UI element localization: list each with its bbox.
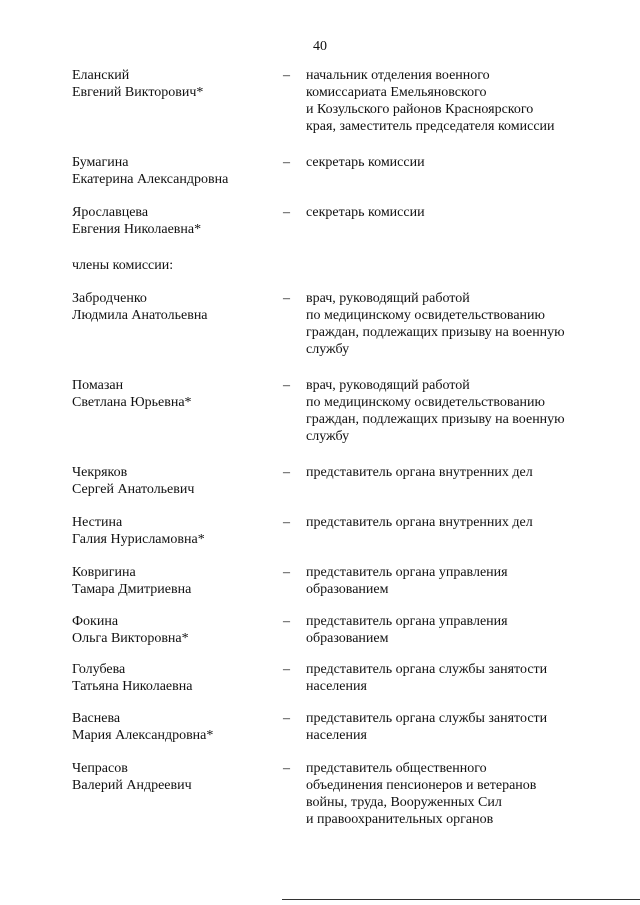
- person-name: [72, 760, 272, 794]
- role-line: врач, руководящий работой: [306, 291, 470, 306]
- person-role: [306, 67, 606, 135]
- role-line: представитель органа управления: [306, 565, 508, 580]
- person-role: [306, 154, 606, 171]
- person-name: [72, 661, 272, 695]
- surname: Васнева: [72, 711, 121, 726]
- surname: Ковригина: [72, 565, 136, 580]
- dash-separator: –: [283, 68, 290, 83]
- role-line: службу: [306, 429, 350, 444]
- surname: Чекряков: [72, 465, 128, 480]
- person-name: [72, 377, 272, 411]
- person-name: [72, 564, 272, 598]
- dash-separator: –: [283, 614, 290, 629]
- role-line: представитель органа внутренних дел: [306, 515, 533, 530]
- dash-separator: –: [283, 565, 290, 580]
- surname: Чепрасов: [72, 761, 128, 776]
- surname: Еланский: [72, 68, 130, 83]
- role-line: представитель органа службы занятости: [306, 711, 548, 726]
- role-line: образованием: [306, 631, 389, 646]
- person-name: [72, 290, 272, 324]
- dash-separator: –: [283, 205, 290, 220]
- dash-separator: –: [283, 378, 290, 393]
- given-names: Галия Нурисламовна*: [72, 532, 205, 547]
- given-names: Евгения Николаевна*: [72, 222, 202, 237]
- role-line: представитель общественного: [306, 761, 487, 776]
- person-role: [306, 514, 606, 531]
- person-role: [306, 613, 606, 647]
- person-name: [72, 514, 272, 548]
- given-names: Ольга Викторовна*: [72, 631, 189, 646]
- role-line: представитель органа внутренних дел: [306, 465, 533, 480]
- role-line: начальник отделения военного: [306, 68, 490, 83]
- given-names: Татьяна Николаевна: [72, 679, 193, 694]
- person-name: [72, 464, 272, 498]
- page-number: 40: [313, 39, 327, 54]
- dash-separator: –: [283, 662, 290, 677]
- role-line: секретарь комиссии: [306, 205, 425, 220]
- dash-separator: –: [283, 515, 290, 530]
- person-name: [72, 613, 272, 647]
- person-role: [306, 760, 606, 828]
- person-role: [306, 661, 606, 695]
- role-line: граждан, подлежащих призыву на военную: [306, 412, 565, 427]
- dash-separator: –: [283, 465, 290, 480]
- person-role: [306, 377, 606, 445]
- given-names: Светлана Юрьевна*: [72, 395, 192, 410]
- surname: Ярославцева: [72, 205, 149, 220]
- role-line: представитель органа службы занятости: [306, 662, 548, 677]
- person-name: [72, 204, 272, 238]
- role-line: по медицинскому освидетельствованию: [306, 395, 546, 410]
- surname: Фокина: [72, 614, 119, 629]
- surname: Нестина: [72, 515, 123, 530]
- role-line: объединения пенсионеров и ветеранов: [306, 778, 537, 793]
- surname: Забродченко: [72, 291, 147, 306]
- role-line: края, заместитель председателя комиссии: [306, 119, 555, 134]
- person-name: [72, 154, 272, 188]
- given-names: Мария Александровна*: [72, 728, 214, 743]
- dash-separator: –: [283, 761, 290, 776]
- person-name: [72, 67, 272, 101]
- given-names: Людмила Анатольевна: [72, 308, 208, 323]
- role-line: образованием: [306, 582, 389, 597]
- surname: Голубева: [72, 662, 126, 677]
- role-line: службу: [306, 342, 350, 357]
- bottom-rule: [282, 899, 640, 900]
- role-line: граждан, подлежащих призыву на военную: [306, 325, 565, 340]
- person-name: [72, 710, 272, 744]
- given-names: Екатерина Александровна: [72, 172, 229, 187]
- role-line: по медицинскому освидетельствованию: [306, 308, 546, 323]
- given-names: Евгений Викторович*: [72, 85, 204, 100]
- role-line: комиссариата Емельяновского: [306, 85, 487, 100]
- role-line: секретарь комиссии: [306, 155, 425, 170]
- person-role: [306, 290, 606, 358]
- person-role: [306, 564, 606, 598]
- role-line: населения: [306, 679, 367, 694]
- given-names: Сергей Анатольевич: [72, 482, 195, 497]
- role-line: врач, руководящий работой: [306, 378, 470, 393]
- members-label: члены комиссии:: [72, 258, 174, 273]
- given-names: Тамара Дмитриевна: [72, 582, 192, 597]
- dash-separator: –: [283, 155, 290, 170]
- role-line: и правоохранительных органов: [306, 812, 494, 827]
- surname: Помазан: [72, 378, 124, 393]
- person-role: [306, 464, 606, 481]
- surname: Бумагина: [72, 155, 129, 170]
- person-role: [306, 710, 606, 744]
- dash-separator: –: [283, 291, 290, 306]
- role-line: представитель органа управления: [306, 614, 508, 629]
- role-line: населения: [306, 728, 367, 743]
- given-names: Валерий Андреевич: [72, 778, 192, 793]
- person-role: [306, 204, 606, 221]
- role-line: войны, труда, Вооруженных Сил: [306, 795, 502, 810]
- role-line: и Козульского районов Красноярского: [306, 102, 534, 117]
- dash-separator: –: [283, 711, 290, 726]
